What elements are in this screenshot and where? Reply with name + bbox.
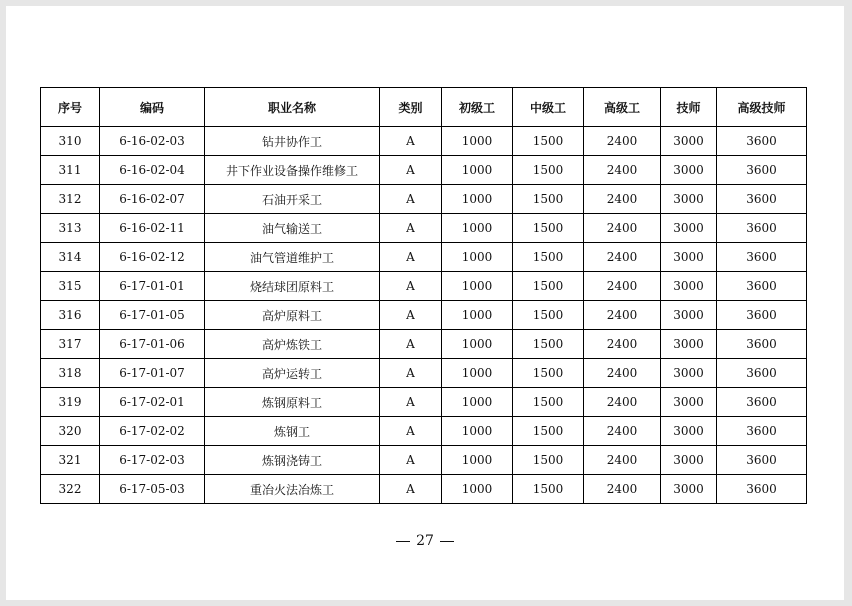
table-row bbox=[41, 185, 807, 214]
cell-senior-technician: 3600 bbox=[717, 127, 807, 156]
column-header-occupation-name: 职业名称 bbox=[205, 88, 380, 127]
cell-senior-technician: 3600 bbox=[717, 388, 807, 417]
cell-junior: 1000 bbox=[442, 185, 513, 214]
cell-category: A bbox=[380, 185, 442, 214]
cell-senior-technician: 3600 bbox=[717, 359, 807, 388]
cell-junior: 1000 bbox=[442, 214, 513, 243]
table-row bbox=[41, 388, 807, 417]
table-body bbox=[41, 127, 807, 504]
cell-intermediate: 1500 bbox=[513, 214, 584, 243]
cell-technician: 3000 bbox=[661, 388, 717, 417]
table-row bbox=[41, 272, 807, 301]
cell-occupation-name: 石油开采工 bbox=[205, 185, 380, 214]
table-header-row bbox=[41, 88, 807, 127]
table-row bbox=[41, 330, 807, 359]
cell-code: 6-17-01-01 bbox=[100, 272, 205, 301]
cell-occupation-name: 重冶火法冶炼工 bbox=[205, 475, 380, 504]
cell-code: 6-17-02-02 bbox=[100, 417, 205, 446]
cell-intermediate: 1500 bbox=[513, 417, 584, 446]
cell-seq: 313 bbox=[41, 214, 100, 243]
cell-junior: 1000 bbox=[442, 330, 513, 359]
table-row bbox=[41, 243, 807, 272]
cell-senior-technician: 3600 bbox=[717, 417, 807, 446]
cell-occupation-name: 炼钢浇铸工 bbox=[205, 446, 380, 475]
cell-occupation-name: 炼钢工 bbox=[205, 417, 380, 446]
cell-category: A bbox=[380, 359, 442, 388]
cell-senior-technician: 3600 bbox=[717, 475, 807, 504]
cell-code: 6-16-02-04 bbox=[100, 156, 205, 185]
cell-senior: 2400 bbox=[584, 359, 661, 388]
cell-category: A bbox=[380, 156, 442, 185]
page-footer bbox=[6, 533, 844, 549]
footer-dash-right bbox=[440, 541, 454, 542]
cell-occupation-name: 油气输送工 bbox=[205, 214, 380, 243]
cell-junior: 1000 bbox=[442, 359, 513, 388]
cell-junior: 1000 bbox=[442, 475, 513, 504]
column-header-senior-technician: 高级技师 bbox=[717, 88, 807, 127]
cell-technician: 3000 bbox=[661, 417, 717, 446]
column-header-junior: 初级工 bbox=[442, 88, 513, 127]
cell-seq: 310 bbox=[41, 127, 100, 156]
cell-category: A bbox=[380, 301, 442, 330]
cell-code: 6-16-02-11 bbox=[100, 214, 205, 243]
cell-junior: 1000 bbox=[442, 272, 513, 301]
table-row bbox=[41, 359, 807, 388]
cell-intermediate: 1500 bbox=[513, 272, 584, 301]
table-row bbox=[41, 475, 807, 504]
cell-intermediate: 1500 bbox=[513, 446, 584, 475]
cell-intermediate: 1500 bbox=[513, 156, 584, 185]
cell-junior: 1000 bbox=[442, 156, 513, 185]
column-header-category: 类别 bbox=[380, 88, 442, 127]
cell-code: 6-17-01-06 bbox=[100, 330, 205, 359]
cell-occupation-name: 井下作业设备操作维修工 bbox=[205, 156, 380, 185]
cell-occupation-name: 高炉炼铁工 bbox=[205, 330, 380, 359]
cell-code: 6-16-02-03 bbox=[100, 127, 205, 156]
cell-intermediate: 1500 bbox=[513, 301, 584, 330]
cell-code: 6-16-02-07 bbox=[100, 185, 205, 214]
column-header-technician: 技师 bbox=[661, 88, 717, 127]
cell-occupation-name: 油气管道维护工 bbox=[205, 243, 380, 272]
table-row bbox=[41, 156, 807, 185]
cell-senior-technician: 3600 bbox=[717, 185, 807, 214]
column-header-seq: 序号 bbox=[41, 88, 100, 127]
cell-technician: 3000 bbox=[661, 214, 717, 243]
cell-occupation-name: 烧结球团原料工 bbox=[205, 272, 380, 301]
cell-code: 6-17-02-03 bbox=[100, 446, 205, 475]
cell-seq: 312 bbox=[41, 185, 100, 214]
cell-occupation-name: 钻井协作工 bbox=[205, 127, 380, 156]
table-row bbox=[41, 446, 807, 475]
occupation-table bbox=[40, 87, 807, 504]
cell-senior: 2400 bbox=[584, 214, 661, 243]
cell-seq: 317 bbox=[41, 330, 100, 359]
table-row bbox=[41, 301, 807, 330]
cell-senior: 2400 bbox=[584, 475, 661, 504]
cell-category: A bbox=[380, 330, 442, 359]
cell-intermediate: 1500 bbox=[513, 243, 584, 272]
cell-code: 6-17-05-03 bbox=[100, 475, 205, 504]
cell-intermediate: 1500 bbox=[513, 127, 584, 156]
cell-technician: 3000 bbox=[661, 359, 717, 388]
cell-technician: 3000 bbox=[661, 446, 717, 475]
cell-senior-technician: 3600 bbox=[717, 301, 807, 330]
cell-senior: 2400 bbox=[584, 388, 661, 417]
cell-occupation-name: 炼钢原料工 bbox=[205, 388, 380, 417]
cell-category: A bbox=[380, 388, 442, 417]
cell-senior: 2400 bbox=[584, 185, 661, 214]
cell-seq: 322 bbox=[41, 475, 100, 504]
table-row bbox=[41, 214, 807, 243]
cell-senior: 2400 bbox=[584, 243, 661, 272]
cell-junior: 1000 bbox=[442, 417, 513, 446]
cell-occupation-name: 高炉原料工 bbox=[205, 301, 380, 330]
page-number: 27 bbox=[416, 533, 434, 549]
cell-category: A bbox=[380, 127, 442, 156]
cell-category: A bbox=[380, 475, 442, 504]
cell-seq: 320 bbox=[41, 417, 100, 446]
cell-senior-technician: 3600 bbox=[717, 243, 807, 272]
cell-category: A bbox=[380, 417, 442, 446]
cell-senior: 2400 bbox=[584, 156, 661, 185]
cell-intermediate: 1500 bbox=[513, 185, 584, 214]
cell-technician: 3000 bbox=[661, 156, 717, 185]
cell-technician: 3000 bbox=[661, 475, 717, 504]
cell-senior: 2400 bbox=[584, 446, 661, 475]
cell-seq: 321 bbox=[41, 446, 100, 475]
cell-code: 6-17-02-01 bbox=[100, 388, 205, 417]
cell-intermediate: 1500 bbox=[513, 359, 584, 388]
cell-junior: 1000 bbox=[442, 127, 513, 156]
cell-category: A bbox=[380, 243, 442, 272]
cell-code: 6-17-01-05 bbox=[100, 301, 205, 330]
cell-code: 6-16-02-12 bbox=[100, 243, 205, 272]
cell-senior-technician: 3600 bbox=[717, 214, 807, 243]
cell-senior: 2400 bbox=[584, 127, 661, 156]
cell-category: A bbox=[380, 272, 442, 301]
column-header-intermediate: 中级工 bbox=[513, 88, 584, 127]
cell-technician: 3000 bbox=[661, 301, 717, 330]
cell-junior: 1000 bbox=[442, 301, 513, 330]
cell-senior-technician: 3600 bbox=[717, 156, 807, 185]
footer-dash-left bbox=[396, 541, 410, 542]
cell-seq: 319 bbox=[41, 388, 100, 417]
cell-technician: 3000 bbox=[661, 243, 717, 272]
cell-senior: 2400 bbox=[584, 417, 661, 446]
cell-intermediate: 1500 bbox=[513, 330, 584, 359]
cell-technician: 3000 bbox=[661, 185, 717, 214]
column-header-senior: 高级工 bbox=[584, 88, 661, 127]
cell-senior: 2400 bbox=[584, 330, 661, 359]
cell-senior: 2400 bbox=[584, 301, 661, 330]
cell-junior: 1000 bbox=[442, 388, 513, 417]
cell-senior: 2400 bbox=[584, 272, 661, 301]
cell-senior-technician: 3600 bbox=[717, 330, 807, 359]
cell-technician: 3000 bbox=[661, 330, 717, 359]
cell-seq: 314 bbox=[41, 243, 100, 272]
cell-seq: 316 bbox=[41, 301, 100, 330]
cell-senior-technician: 3600 bbox=[717, 446, 807, 475]
cell-intermediate: 1500 bbox=[513, 388, 584, 417]
cell-junior: 1000 bbox=[442, 243, 513, 272]
cell-category: A bbox=[380, 446, 442, 475]
cell-technician: 3000 bbox=[661, 127, 717, 156]
table-row bbox=[41, 127, 807, 156]
cell-junior: 1000 bbox=[442, 446, 513, 475]
cell-code: 6-17-01-07 bbox=[100, 359, 205, 388]
cell-technician: 3000 bbox=[661, 272, 717, 301]
cell-seq: 318 bbox=[41, 359, 100, 388]
cell-senior-technician: 3600 bbox=[717, 272, 807, 301]
table-row bbox=[41, 417, 807, 446]
column-header-code: 编码 bbox=[100, 88, 205, 127]
cell-category: A bbox=[380, 214, 442, 243]
cell-seq: 311 bbox=[41, 156, 100, 185]
document-page bbox=[6, 6, 844, 600]
cell-intermediate: 1500 bbox=[513, 475, 584, 504]
cell-seq: 315 bbox=[41, 272, 100, 301]
cell-occupation-name: 高炉运转工 bbox=[205, 359, 380, 388]
